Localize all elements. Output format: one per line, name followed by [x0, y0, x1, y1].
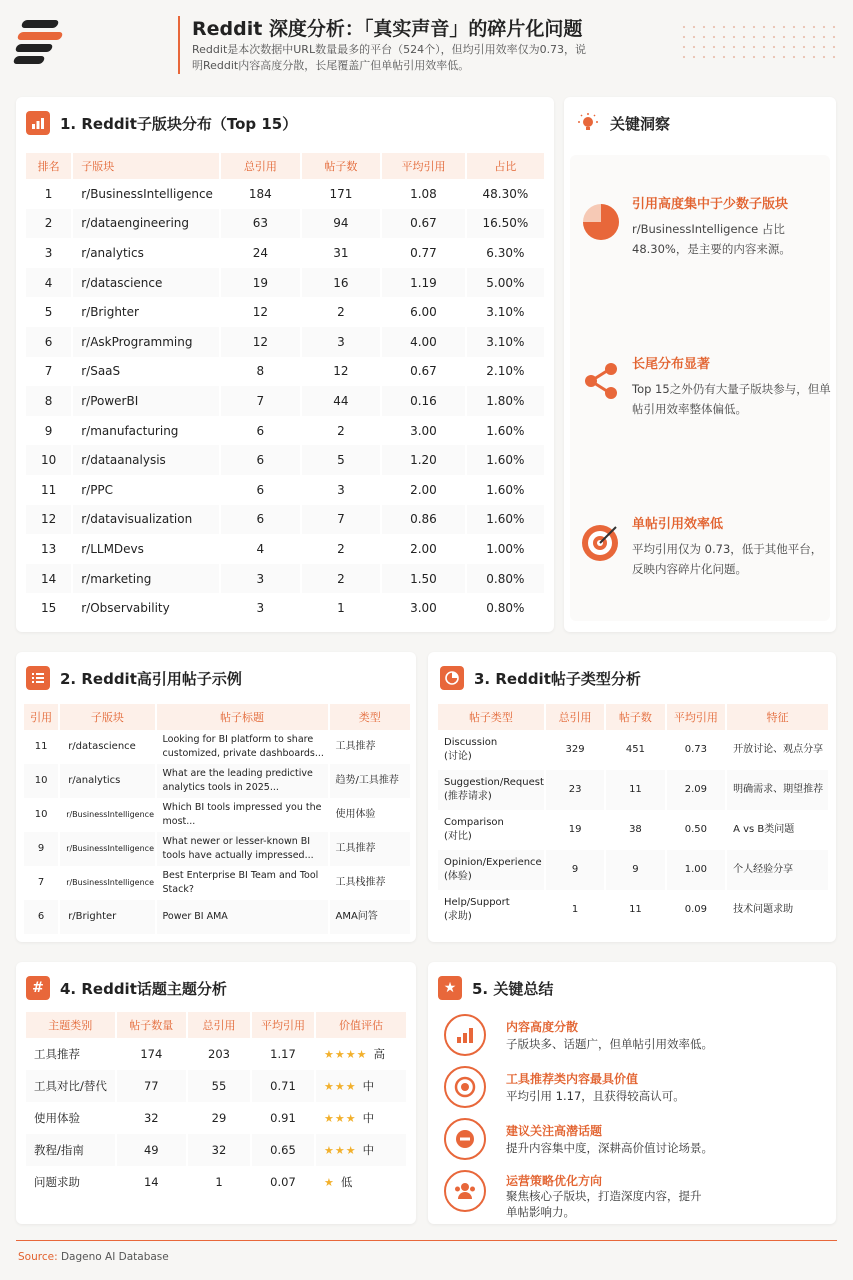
table-cell: 2 [302, 564, 381, 594]
table-row [26, 593, 544, 623]
column-header: 平均引用 [252, 1012, 314, 1038]
table-cell: 3 [26, 238, 71, 268]
table-cell: 6 [221, 505, 300, 535]
table-cell: 1 [546, 890, 604, 930]
section-summary [428, 962, 836, 1224]
table-cell: 3 [302, 475, 381, 505]
table-cell: 0.16 [382, 386, 465, 416]
post-type-name: Discussion [444, 737, 498, 748]
table-cell: 31 [302, 238, 381, 268]
post-type-name: Comparison [444, 817, 504, 828]
table-row [24, 866, 410, 900]
summary-title: 内容高度分散 [506, 1020, 579, 1034]
table-row [24, 730, 410, 764]
topic-table [24, 1012, 408, 1198]
hashtag-icon: # [26, 976, 50, 1000]
table-cell: What are the leading predictive analytics tools in 2025... [157, 764, 328, 798]
table-cell: 16.50% [467, 209, 544, 239]
table-cell: r/Brighter [73, 297, 219, 327]
table-cell: 12 [302, 357, 381, 387]
table-row [438, 730, 828, 770]
table-cell: 1 [26, 179, 71, 209]
table-cell: 3 [221, 564, 300, 594]
table-cell: 8 [221, 357, 300, 387]
table-cell: 7 [26, 357, 71, 387]
rating-level: 中 [362, 1143, 375, 1157]
table-cell: 9 [26, 416, 71, 446]
table-cell: 19 [221, 268, 300, 298]
table-cell: 32 [117, 1102, 186, 1134]
table-row [26, 1070, 406, 1102]
list-icon [26, 666, 50, 690]
table-cell: 77 [117, 1070, 186, 1102]
table-cell: r/SaaS [73, 357, 219, 387]
table-cell: 5 [26, 297, 71, 327]
table-cell: 教程/指南 [26, 1134, 115, 1166]
table-cell: 4.00 [382, 327, 465, 357]
table-cell: 3.00 [382, 593, 465, 623]
post-type-name: Suggestion/Request [444, 777, 544, 788]
table-cell: 1.17 [252, 1038, 314, 1070]
table-cell: 11 [606, 890, 664, 930]
table-row [438, 890, 828, 930]
section-topic-analysis [16, 962, 416, 1224]
table-cell: 203 [188, 1038, 250, 1070]
table-row [26, 534, 544, 564]
table-cell: 11 [26, 475, 71, 505]
summary-desc: 子版块多、话题广，但单帖引用效率低。 [506, 1037, 713, 1051]
table-cell: 1.60% [467, 416, 544, 446]
column-header: 总引用 [188, 1012, 250, 1038]
table-cell: 2.09 [667, 770, 725, 810]
table-cell: Power BI AMA [157, 900, 328, 934]
table-cell: r/manufacturing [73, 416, 219, 446]
table-cell: 8 [26, 386, 71, 416]
post-type-zh: (求助) [444, 911, 472, 922]
insight-title: 引用高度集中于少数子版块 [632, 197, 789, 212]
value-rating-cell [316, 1134, 406, 1166]
summary-title: 工具推荐类内容最具价值 [506, 1072, 639, 1086]
section-key-insights [564, 97, 836, 632]
table-cell: 6.00 [382, 297, 465, 327]
table-cell: 6 [26, 327, 71, 357]
users-icon [444, 1170, 486, 1212]
table-cell: 1.20 [382, 445, 465, 475]
table-cell: 问题求助 [26, 1166, 115, 1198]
table-row [24, 900, 410, 934]
table-cell: 1.08 [382, 179, 465, 209]
decorative-dots [679, 22, 839, 62]
target-icon [580, 521, 622, 567]
table-row [438, 810, 828, 850]
table-cell: 0.50 [667, 810, 725, 850]
value-rating-cell [316, 1070, 406, 1102]
column-header: 帖子数 [606, 704, 664, 730]
column-header: 帖子数 [302, 153, 381, 179]
table-cell: 1.50 [382, 564, 465, 594]
table-cell: 29 [188, 1102, 250, 1134]
table-row [26, 209, 544, 239]
section-title: 5. 关键总结 [472, 979, 554, 998]
table-cell: 11 [606, 770, 664, 810]
post-type-cell [438, 890, 544, 930]
table-cell: 0.91 [252, 1102, 314, 1134]
post-type-zh: (对比) [444, 831, 472, 842]
table-cell: 49 [117, 1134, 186, 1166]
value-rating-cell [316, 1102, 406, 1134]
table-row [26, 386, 544, 416]
table-cell: 6 [221, 445, 300, 475]
table-cell: 0.71 [252, 1070, 314, 1102]
summary-desc: 平均引用 1.17，且获得较高认可。 [506, 1089, 685, 1103]
table-cell: r/datascience [60, 730, 154, 764]
table-cell: 63 [221, 209, 300, 239]
table-cell: 4 [221, 534, 300, 564]
table-cell: 3.10% [467, 327, 544, 357]
column-header: 子版块 [73, 153, 219, 179]
table-cell: 9 [606, 850, 664, 890]
insight-desc: Top 15之外仍有大量子版块参与，但单帖引用效率整体偏低。 [632, 382, 831, 416]
table-cell: 3.10% [467, 297, 544, 327]
post-type-cell [438, 770, 544, 810]
table-cell: 2 [26, 209, 71, 239]
pie-chart-icon [582, 203, 620, 245]
table-cell: r/BusinessIntelligence [73, 179, 219, 209]
table-row [26, 475, 544, 505]
table-row [26, 268, 544, 298]
focus-icon [444, 1118, 486, 1160]
post-types-table [436, 704, 830, 930]
table-cell: 1.60% [467, 505, 544, 535]
column-header: 类型 [330, 704, 411, 730]
insight-desc: 平均引用仅为 0.73，低于其他平台，反映内容碎片化问题。 [632, 542, 823, 576]
table-cell: AMA问答 [330, 900, 411, 934]
page-title: Reddit 深度分析：「真实声音」的碎片化问题 [192, 18, 583, 40]
table-cell: r/datascience [73, 268, 219, 298]
insight-title: 单帖引用效率低 [632, 517, 724, 532]
table-cell: 13 [26, 534, 71, 564]
lightbulb-icon [576, 111, 600, 135]
table-cell: 9 [24, 832, 58, 866]
table-cell: r/dataengineering [73, 209, 219, 239]
footer-divider [16, 1240, 837, 1241]
page-subtitle: Reddit是本次数据中URL数量最多的平台（524个），但均引用效率仅为0.73，说明Reddit内容高度分散，长尾覆盖广但单帖引用效率低。 [192, 43, 587, 72]
table-cell: 12 [26, 505, 71, 535]
table-cell: 44 [302, 386, 381, 416]
table-cell: 5.00% [467, 268, 544, 298]
star-rating: ★ [324, 1176, 335, 1189]
table-cell: 使用体验 [26, 1102, 115, 1134]
summary-title: 建议关注高潜话题 [506, 1124, 603, 1138]
table-cell: r/PowerBI [73, 386, 219, 416]
insight-desc: r/BusinessIntelligence 占比 48.30%，是主要的内容来源。 [632, 222, 791, 256]
column-header: 主题类别 [26, 1012, 115, 1038]
table-row [26, 179, 544, 209]
table-cell: r/Brighter [60, 900, 154, 934]
table-row [26, 1038, 406, 1070]
column-header: 平均引用 [667, 704, 725, 730]
post-type-cell [438, 810, 544, 850]
table-row [26, 564, 544, 594]
post-type-zh: (推荐请求) [444, 791, 492, 802]
table-cell: 2.00 [382, 475, 465, 505]
table-row [438, 850, 828, 890]
pie-chart-icon [440, 666, 464, 690]
table-cell: 1 [302, 593, 381, 623]
table-cell: r/PPC [73, 475, 219, 505]
table-cell: 15 [26, 593, 71, 623]
table-cell: r/BusinessIntelligence [60, 798, 154, 832]
table-cell: 5 [302, 445, 381, 475]
rating-level: 中 [362, 1111, 375, 1125]
table-cell: r/AskProgramming [73, 327, 219, 357]
table-cell: 451 [606, 730, 664, 770]
table-cell: 0.77 [382, 238, 465, 268]
table-cell: 1.00% [467, 534, 544, 564]
table-cell: 0.86 [382, 505, 465, 535]
table-cell: r/BusinessIntelligence [60, 832, 154, 866]
table-cell: r/analytics [73, 238, 219, 268]
summary-title: 运营策略优化方向 [506, 1174, 603, 1188]
column-header: 平均引用 [382, 153, 465, 179]
star-rating: ★★★ [324, 1112, 357, 1125]
table-cell: 0.07 [252, 1166, 314, 1198]
table-cell: r/LLMDevs [73, 534, 219, 564]
table-cell: A vs B类问题 [727, 810, 828, 850]
table-cell: r/dataanalysis [73, 445, 219, 475]
table-row [26, 1102, 406, 1134]
table-cell: 0.73 [667, 730, 725, 770]
table-cell: 工具对比/替代 [26, 1070, 115, 1102]
table-cell: Which BI tools impressed you the most... [157, 798, 328, 832]
table-cell: 94 [302, 209, 381, 239]
table-cell: 174 [117, 1038, 186, 1070]
table-row [26, 357, 544, 387]
table-cell: 3.00 [382, 416, 465, 446]
table-cell: 10 [24, 798, 58, 832]
section-subreddit-distribution [16, 97, 554, 632]
section-post-types [428, 652, 836, 942]
post-type-zh: (体验) [444, 871, 472, 882]
table-cell: 3 [302, 327, 381, 357]
source-label: Source: [18, 1251, 58, 1263]
table-cell: 2.00 [382, 534, 465, 564]
section-title: 关键洞察 [610, 114, 671, 133]
table-cell: 工具推荐 [26, 1038, 115, 1070]
table-cell: 2 [302, 534, 381, 564]
top-posts-table [22, 704, 412, 934]
table-cell: What newer or lesser-known BI tools have actually impressed... [157, 832, 328, 866]
post-type-name: Help/Support [444, 897, 510, 908]
target-icon [444, 1066, 486, 1108]
table-cell: 明确需求、期望推荐 [727, 770, 828, 810]
growth-chart-icon [444, 1014, 486, 1056]
header-divider [178, 16, 180, 74]
table-cell: 1.60% [467, 445, 544, 475]
rating-level: 低 [340, 1175, 353, 1189]
table-cell: 6 [24, 900, 58, 934]
column-header: 总引用 [221, 153, 300, 179]
value-rating-cell [316, 1166, 406, 1198]
table-cell: 16 [302, 268, 381, 298]
table-cell: 2.10% [467, 357, 544, 387]
table-cell: 10 [24, 764, 58, 798]
bar-chart-icon [26, 111, 50, 135]
star-rating: ★★★ [324, 1080, 357, 1093]
table-cell: 7 [24, 866, 58, 900]
table-cell: 0.80% [467, 593, 544, 623]
table-row [26, 327, 544, 357]
table-cell: r/datavisualization [73, 505, 219, 535]
table-cell: 个人经验分享 [727, 850, 828, 890]
table-cell: 32 [188, 1134, 250, 1166]
table-cell: 24 [221, 238, 300, 268]
summary-desc: 提升内容集中度，深耕高价值讨论场景。 [506, 1141, 713, 1155]
table-cell: 55 [188, 1070, 250, 1102]
table-cell: 184 [221, 179, 300, 209]
brand-logo [16, 18, 64, 68]
table-row [26, 505, 544, 535]
column-header: 排名 [26, 153, 71, 179]
column-header: 总引用 [546, 704, 604, 730]
table-cell: r/analytics [60, 764, 154, 798]
column-header: 占比 [467, 153, 544, 179]
column-header: 特征 [727, 704, 828, 730]
table-cell: 6.30% [467, 238, 544, 268]
table-cell: 技术问题求助 [727, 890, 828, 930]
table-cell: 329 [546, 730, 604, 770]
table-cell: 38 [606, 810, 664, 850]
source-footer [18, 1251, 169, 1263]
table-row [24, 832, 410, 866]
table-cell: 9 [546, 850, 604, 890]
post-type-zh: (讨论) [444, 751, 472, 762]
table-cell: 14 [26, 564, 71, 594]
table-cell: 工具推荐 [330, 730, 411, 764]
table-row [26, 445, 544, 475]
table-cell: 10 [26, 445, 71, 475]
share-icon [582, 361, 620, 405]
column-header: 价值评估 [316, 1012, 406, 1038]
table-cell: 0.09 [667, 890, 725, 930]
table-cell: 0.65 [252, 1134, 314, 1166]
table-cell: 6 [221, 416, 300, 446]
table-cell: 工具栈推荐 [330, 866, 411, 900]
table-cell: 使用体验 [330, 798, 411, 832]
table-cell: 7 [302, 505, 381, 535]
table-cell: Looking for BI platform to share customized, private dashboards... [157, 730, 328, 764]
summary-desc: 聚焦核心子版块，打造深度内容，提升单帖影响力。 [506, 1189, 702, 1219]
table-cell: 0.67 [382, 209, 465, 239]
table-cell: 23 [546, 770, 604, 810]
table-cell: 1 [188, 1166, 250, 1198]
column-header: 帖子类型 [438, 704, 544, 730]
source-text: Dageno AI Database [60, 1251, 169, 1263]
section-title: 2. Reddit高引用帖子示例 [60, 669, 242, 688]
table-cell: 1.19 [382, 268, 465, 298]
table-cell: r/BusinessIntelligence [60, 866, 154, 900]
table-row [26, 416, 544, 446]
star-rating: ★★★ [324, 1144, 357, 1157]
table-cell: Best Enterprise BI Team and Tool Stack? [157, 866, 328, 900]
section-title: 4. Reddit话题主题分析 [60, 979, 227, 998]
value-rating-cell [316, 1038, 406, 1070]
table-cell: 6 [221, 475, 300, 505]
table-cell: 2 [302, 416, 381, 446]
table-cell: 0.67 [382, 357, 465, 387]
table-cell: r/marketing [73, 564, 219, 594]
column-header: 帖子标题 [157, 704, 328, 730]
post-type-cell [438, 730, 544, 770]
rating-level: 中 [362, 1079, 375, 1093]
table-cell: 2 [302, 297, 381, 327]
table-row [24, 798, 410, 832]
table-cell: 开放讨论、观点分享 [727, 730, 828, 770]
post-type-cell [438, 850, 544, 890]
post-type-name: Opinion/Experience [444, 857, 542, 868]
star-rating: ★★★★ [324, 1048, 368, 1061]
table-cell: 工具推荐 [330, 832, 411, 866]
table-cell: 48.30% [467, 179, 544, 209]
table-cell: 趋势/工具推荐 [330, 764, 411, 798]
star-icon: ★ [438, 976, 462, 1000]
section-title: 1. Reddit子版块分布（Top 15） [60, 114, 298, 133]
table-cell: 1.60% [467, 475, 544, 505]
table-row [26, 238, 544, 268]
column-header: 子版块 [60, 704, 154, 730]
table-cell: 12 [221, 327, 300, 357]
table-row [26, 297, 544, 327]
table-cell: 4 [26, 268, 71, 298]
table-cell: 12 [221, 297, 300, 327]
subreddit-table [24, 153, 546, 623]
column-header: 引用 [24, 704, 58, 730]
section-top-posts [16, 652, 416, 942]
table-cell: 3 [221, 593, 300, 623]
table-row [26, 1134, 406, 1166]
table-cell: 14 [117, 1166, 186, 1198]
insight-title: 长尾分布显著 [632, 357, 711, 372]
rating-level: 高 [373, 1047, 385, 1061]
table-cell: 11 [24, 730, 58, 764]
table-row [24, 764, 410, 798]
table-cell: 7 [221, 386, 300, 416]
table-cell: 171 [302, 179, 381, 209]
table-cell: r/Observability [73, 593, 219, 623]
table-row [438, 770, 828, 810]
column-header: 帖子数量 [117, 1012, 186, 1038]
table-cell: 0.80% [467, 564, 544, 594]
section-title: 3. Reddit帖子类型分析 [474, 669, 641, 688]
table-cell: 1.00 [667, 850, 725, 890]
table-cell: 19 [546, 810, 604, 850]
table-row [26, 1166, 406, 1198]
table-cell: 1.80% [467, 386, 544, 416]
